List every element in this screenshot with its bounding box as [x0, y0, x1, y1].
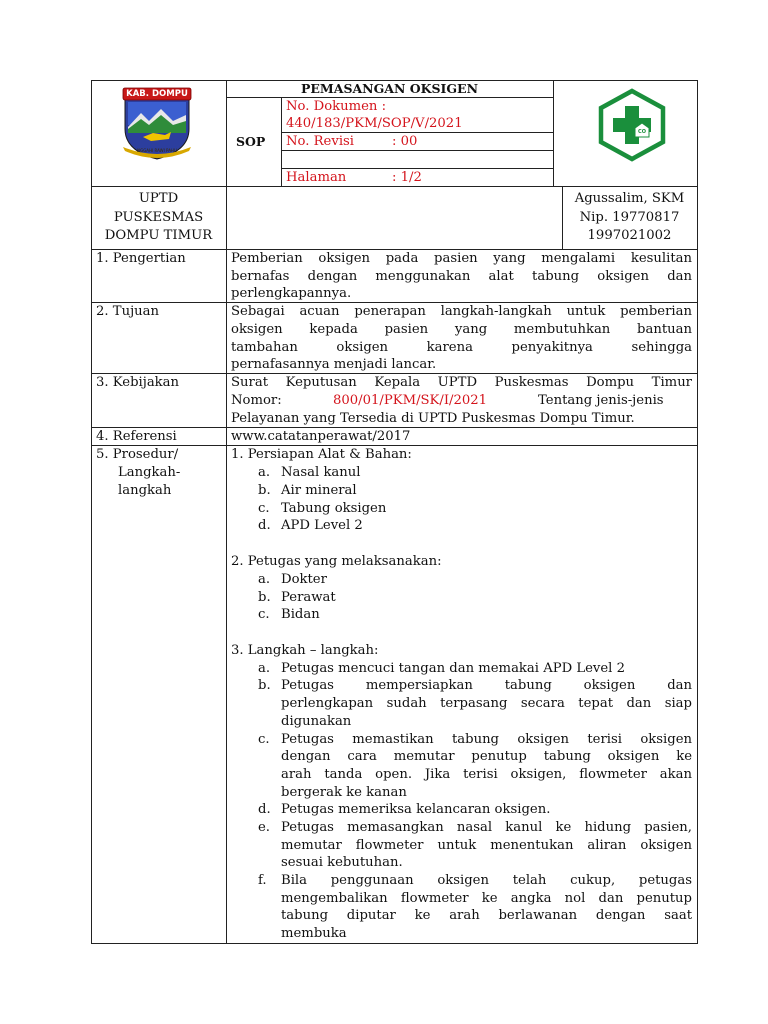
- document-title: PEMASANGAN OKSIGEN: [300, 81, 479, 96]
- list-item: Air mineral: [281, 483, 357, 498]
- page-label: Halaman: [286, 170, 347, 185]
- table-bottom-border: [91, 943, 698, 944]
- kab-dompu-logo: [117, 85, 197, 161]
- list-item: mengembalikan flowmeter ke angka nol dan penutup: [281, 891, 692, 906]
- list-item: APD Level 2: [281, 518, 363, 533]
- puskesmas-logo: [597, 88, 667, 162]
- signatory-name: Agussalim, SKM: [574, 191, 685, 206]
- list-item: Tabung oksigen: [281, 501, 387, 516]
- list-item: memutar flowmeter untuk menentukan aliran oksigen: [281, 838, 692, 853]
- sop-label: SOP: [236, 134, 266, 149]
- org-line-2: PUSKESMAS: [113, 210, 204, 225]
- logo-motto-text: NGGAHI RAWI PAHU: [137, 148, 177, 153]
- petugas-heading: 2. Petugas yang melaksanakan:: [231, 554, 442, 569]
- list-item: Bila penggunaan oksigen telah cukup, petugas: [281, 873, 692, 888]
- list-item: perlengkapan sudah terpasang secara tepat dan siap: [281, 696, 692, 711]
- tujuan-line-1: Sebagai acuan penerapan langkah-langkah untuk pemberian: [231, 304, 692, 319]
- persiapan-heading: 1. Persiapan Alat & Bahan:: [231, 447, 412, 462]
- list-marker: f.: [258, 873, 267, 888]
- tujuan-label: 2. Tujuan: [96, 304, 160, 319]
- sop-divider: [281, 97, 282, 186]
- prosedur-label-3: langkah: [118, 483, 172, 498]
- pengertian-label: 1. Pengertian: [96, 251, 186, 266]
- list-marker: d.: [258, 802, 271, 817]
- signatory-nip-1: Nip. 19770817: [579, 210, 680, 225]
- prosedur-label-1: 5. Prosedur/: [96, 447, 179, 462]
- referensi-label: 4. Referensi: [96, 429, 177, 444]
- tujuan-line-2: oksigen kepada pasien yang membutuhkan bantuan: [231, 322, 692, 337]
- list-item: arah tanda open. Jika terisi oksigen, flowmeter akan: [281, 767, 692, 782]
- list-item: dengan cara memutar penutup tabung oksigen ke: [281, 749, 692, 764]
- org-line-3: DOMPU TIMUR: [104, 228, 213, 243]
- list-marker: a.: [258, 661, 271, 676]
- list-item: Petugas memastikan tabung oksigen terisi oksigen: [281, 732, 692, 747]
- list-item: digunakan: [281, 714, 352, 729]
- list-item: Petugas memasangkan nasal kanul ke hidung pasien,: [281, 820, 692, 835]
- kebijakan-sk-number: 800/01/PKM/SK/I/2021: [333, 393, 488, 408]
- list-item: sesuai kebutuhan.: [281, 855, 403, 870]
- label-column-divider: [226, 80, 227, 944]
- list-item: Perawat: [281, 590, 336, 605]
- kebijakan-nomor-suffix: Tentang jenis-jenis: [538, 393, 664, 408]
- tujuan-line-4: pernafasannya menjadi lancar.: [231, 357, 437, 372]
- list-marker: b.: [258, 590, 271, 605]
- pengertian-line-3: perlengkapannya.: [231, 286, 352, 301]
- kebijakan-line-3: Pelayanan yang Tersedia di UPTD Puskesmas Dompu Timur.: [231, 411, 635, 426]
- doc-number-label: No. Dokumen :: [286, 99, 387, 114]
- referensi-value: www.catatanperawat/2017: [231, 429, 411, 444]
- list-marker: d.: [258, 518, 271, 533]
- list-marker: a.: [258, 572, 271, 587]
- list-marker: b.: [258, 483, 271, 498]
- tujuan-line-3: tambahan oksigen karena penyakitnya sehingga: [231, 340, 692, 355]
- list-item: tabung diputar ke arah berlawanan dengan saat: [281, 908, 692, 923]
- list-item: Bidan: [281, 607, 320, 622]
- list-item: bergerak ke kanan: [281, 785, 407, 800]
- list-item: membuka: [281, 926, 347, 941]
- puskesmas-cross-icon: [597, 88, 667, 162]
- doc-number-value: 440/183/PKM/SOP/V/2021: [286, 116, 463, 131]
- list-item: Petugas mencuci tangan dan memakai APD Level 2: [281, 661, 625, 676]
- list-marker: a.: [258, 465, 271, 480]
- list-marker: c.: [258, 607, 270, 622]
- revision-label: No. Revisi: [286, 134, 355, 149]
- kebijakan-label: 3. Kebijakan: [96, 375, 180, 390]
- logo-mark-text: CO: [638, 129, 646, 135]
- header-right-divider: [553, 80, 554, 186]
- list-item: Nasal kanul: [281, 465, 361, 480]
- kebijakan-nomor-prefix: Nomor:: [231, 393, 282, 408]
- list-item: Petugas memeriksa kelancaran oksigen.: [281, 802, 551, 817]
- list-marker: c.: [258, 501, 270, 516]
- list-item: Dokter: [281, 572, 327, 587]
- list-marker: b.: [258, 678, 271, 693]
- kebijakan-line-1: Surat Keputusan Kepala UPTD Puskesmas Dompu Timur: [231, 375, 692, 390]
- logo-banner-text: KAB. DOMPU: [126, 89, 188, 99]
- list-marker: e.: [258, 820, 270, 835]
- pengertian-line-1: Pemberian oksigen pada pasien yang mengalami kesulitan: [231, 251, 692, 266]
- langkah-heading: 3. Langkah – langkah:: [231, 643, 379, 658]
- pengertian-line-2: bernafas dengan menggunakan alat tabung oksigen dan: [231, 269, 692, 284]
- revision-value: : 00: [392, 134, 418, 149]
- page-value: : 1/2: [392, 170, 422, 185]
- list-marker: c.: [258, 732, 270, 747]
- prosedur-label-2: Langkah-: [118, 465, 181, 480]
- table-right-border: [697, 80, 698, 944]
- title-row-bottom-border: [226, 97, 553, 98]
- list-item: Petugas mempersiapkan tabung oksigen dan: [281, 678, 692, 693]
- org-line-1: UPTD: [138, 191, 179, 206]
- signatory-nip-2: 1997021002: [587, 228, 672, 243]
